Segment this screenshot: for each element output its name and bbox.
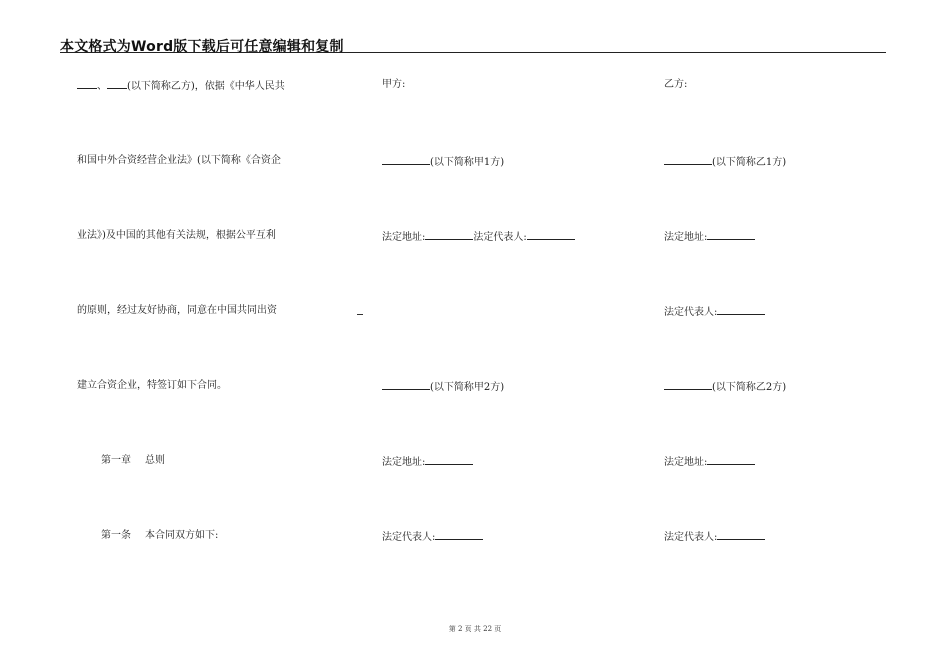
address-blank: [707, 230, 755, 240]
party-b2-address-line: [664, 455, 755, 469]
party-b1-alias: (以下简称乙1方): [712, 157, 787, 168]
blank-line: [664, 380, 712, 390]
party-b1-address-line: [664, 230, 755, 244]
preamble-line-2: 和国中外合资经营企业法》(以下简称《合资企: [77, 155, 281, 166]
party-b2-representative-line: [664, 530, 765, 544]
page-prefix: 第: [448, 625, 456, 633]
total-pages-number: 22: [483, 625, 493, 633]
party-b2-line: [664, 380, 786, 394]
blank-line: [664, 155, 712, 165]
representative-label: 法定代表人:: [473, 232, 527, 243]
page-footer: [0, 624, 950, 634]
representative-label: 法定代表人:: [664, 307, 718, 318]
address-label: 法定地址:: [664, 232, 708, 243]
representative-blank: [527, 230, 575, 240]
article-number: 第一条: [101, 530, 131, 541]
article-text: 本合同双方如下:: [145, 530, 219, 541]
address-blank: [425, 455, 473, 465]
party-b2-alias: (以下简称乙2方): [712, 382, 787, 393]
representative-blank: [717, 305, 765, 315]
party-a1-address-rep-line: [382, 230, 575, 244]
party-a1-line: [382, 155, 504, 169]
party-b1-line: [664, 155, 786, 169]
preamble-line-5: 建立合资企业，特签订如下合同。: [77, 380, 227, 391]
blank-line: [107, 79, 127, 89]
address-label: 法定地址:: [664, 457, 708, 468]
party-b1-representative-line: [664, 305, 765, 319]
address-blank: [707, 455, 755, 465]
party-a2-line: [382, 380, 504, 394]
party-b-label: 乙方:: [664, 79, 688, 90]
page-suffix: 页: [494, 625, 502, 633]
stray-mark: [357, 314, 363, 315]
preamble-line-4: 的原则，经过友好协商，同意在中国共同出资: [77, 305, 277, 316]
blank-line: [382, 380, 430, 390]
representative-label: 法定代表人:: [382, 532, 436, 543]
representative-label: 法定代表人:: [664, 532, 718, 543]
page-header-title: 本文格式为Word版下载后可任意编辑和复制: [60, 39, 344, 55]
address-blank: [425, 230, 473, 240]
preamble-line-3: 业法》)及中国的其他有关法规，根据公平互利: [77, 230, 276, 241]
representative-blank: [717, 530, 765, 540]
current-page-number: 2: [457, 625, 463, 633]
party-a2-representative-line: [382, 530, 483, 544]
blank-line: [382, 155, 430, 165]
party-a2-alias: (以下简称甲2方): [430, 382, 505, 393]
chapter-heading: [101, 455, 165, 467]
article-heading: [101, 530, 218, 542]
preamble-text: (以下简称乙方)，依据《中华人民共: [127, 81, 285, 92]
chapter-title: 总则: [145, 455, 165, 466]
page-mid: 页 共: [464, 625, 481, 633]
representative-blank: [435, 530, 483, 540]
chapter-number: 第一章: [101, 455, 131, 466]
party-a2-address-line: [382, 455, 473, 469]
preamble-line-1: [77, 79, 285, 93]
header-divider: [60, 52, 886, 53]
party-a-label: 甲方:: [382, 79, 406, 90]
address-label: 法定地址:: [382, 232, 426, 243]
address-label: 法定地址:: [382, 457, 426, 468]
separator: 、: [97, 81, 107, 92]
blank-line: [77, 79, 97, 89]
party-a1-alias: (以下简称甲1方): [430, 157, 505, 168]
